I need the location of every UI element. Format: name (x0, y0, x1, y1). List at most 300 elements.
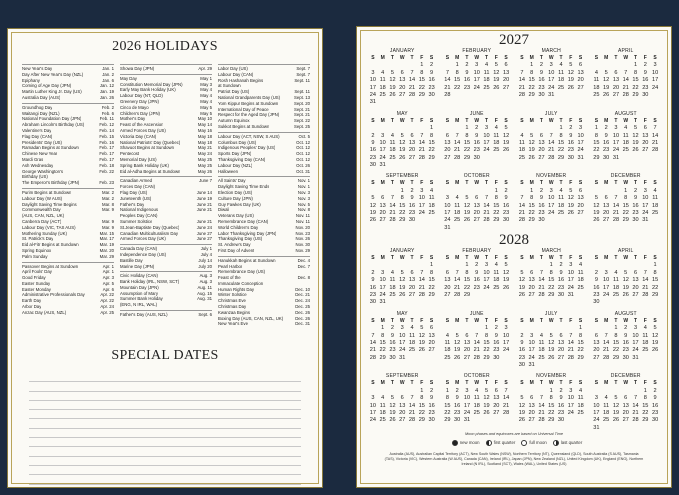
weekday-header: T (390, 255, 394, 261)
day-cell: 17 (567, 277, 574, 284)
day-cell: 18 (389, 147, 396, 154)
day-cell: 18 (389, 284, 396, 291)
holiday-date: May 4 (200, 87, 212, 93)
day-cell: 11 (493, 269, 500, 276)
holiday-date: Nov. 11 (295, 218, 310, 224)
day-cell: 30 (567, 154, 574, 161)
moon-phase-icon (553, 440, 559, 446)
day-cell: 28 (389, 217, 396, 224)
day-cell: 30 (632, 217, 639, 224)
weekday-header: W (474, 317, 480, 324)
day-cell: 10 (483, 132, 490, 139)
holiday-name: Rosh Hashanah Begins (218, 77, 264, 83)
day-cell: 11 (593, 77, 600, 84)
day-cell: 8 (430, 269, 434, 276)
holiday-row (218, 169, 310, 175)
holiday-name: Bastille Day (120, 257, 143, 263)
empty-cell (482, 417, 492, 424)
holiday-date: Dec. 10 (295, 286, 310, 292)
day-grid (517, 255, 586, 307)
day-cell: 16 (603, 139, 610, 146)
day-cell: 28 (567, 354, 574, 361)
day-cell: 19 (518, 410, 525, 417)
empty-cell (417, 299, 427, 306)
empty-cell (517, 162, 527, 169)
day-cell: 10 (502, 332, 510, 339)
special-date-line[interactable] (29, 457, 301, 466)
special-date-line[interactable] (29, 410, 301, 419)
day-grid (592, 380, 661, 432)
holiday-date: Nov. 29 (295, 247, 310, 253)
day-cell: 4 (381, 69, 385, 76)
day-cell: 22 (493, 210, 500, 217)
day-cell: 7 (504, 387, 508, 394)
month-name: FEBRUARY (462, 48, 492, 54)
empty-cell (621, 99, 631, 106)
special-date-line[interactable] (29, 429, 301, 438)
day-cell: 13 (577, 69, 584, 76)
empty-cell (621, 299, 631, 306)
holiday-date: Apr. 1 (102, 269, 114, 275)
day-cell: 27 (528, 291, 535, 298)
day-cell: 9 (475, 269, 479, 276)
moon-phase-note: Moon phases and equinoxes are based on Universal Time (464, 432, 564, 436)
holiday-date: Apr. 22 (100, 292, 114, 298)
day-grid (368, 118, 437, 170)
day-cell: 10 (593, 402, 600, 409)
empty-cell (388, 262, 398, 269)
holiday-row (120, 302, 212, 308)
holiday-date: Apr. 24 (100, 304, 114, 310)
empty-cell (491, 162, 501, 169)
day-cell: 7 (520, 69, 524, 76)
empty-cell (556, 325, 566, 332)
day-cell: 28 (518, 91, 525, 98)
weekday-header: S (520, 180, 524, 187)
holiday-name: George Washington's (22, 168, 64, 174)
holiday-group (218, 132, 310, 177)
holiday-date: Mar. 15 (99, 230, 114, 236)
holiday-name: Memorial Day (US) (120, 156, 157, 162)
day-cell: 24 (528, 354, 535, 361)
day-cell: 13 (428, 332, 435, 339)
weekday-header: T (634, 55, 638, 61)
day-cell: 3 (420, 187, 424, 194)
day-cell: 8 (594, 132, 598, 139)
day-grid (592, 180, 661, 232)
day-cell: 8 (445, 395, 449, 402)
day-cell: 3 (569, 262, 573, 269)
day-cell: 7 (569, 332, 573, 339)
day-cell: 30 (502, 217, 510, 224)
day-cell: 12 (493, 69, 500, 76)
empty-cell (407, 262, 417, 269)
day-cell: 5 (484, 387, 489, 394)
moon-phase-label: new moon (459, 440, 480, 446)
holiday-date: Apr. 3 (102, 275, 114, 281)
holiday-name: Sukkot Begins at Sundown (218, 123, 270, 129)
day-cell: 17 (483, 277, 490, 284)
day-cell: 12 (593, 202, 600, 209)
day-cell: 10 (528, 339, 535, 346)
day-cell: 27 (408, 154, 416, 161)
day-cell: 10 (642, 195, 649, 202)
day-cell: 7 (410, 69, 414, 76)
day-cell: 27 (538, 154, 545, 161)
empty-cell (427, 362, 437, 369)
day-cell: 11 (558, 195, 564, 202)
special-date-line[interactable] (29, 475, 301, 484)
weekday-header: F (420, 117, 424, 124)
day-cell: 15 (444, 402, 451, 409)
day-cell: 17 (502, 339, 510, 346)
empty-cell (417, 355, 427, 362)
day-cell: 21 (642, 284, 649, 291)
special-date-line[interactable] (29, 438, 301, 447)
day-cell: 29 (528, 91, 535, 98)
empty-cell (576, 417, 586, 424)
day-cell: 7 (633, 395, 638, 402)
day-cell: 8 (624, 195, 628, 202)
day-cell: 14 (369, 339, 376, 346)
day-cell: 12 (463, 202, 471, 209)
special-date-line[interactable] (29, 401, 301, 410)
empty-cell (397, 162, 407, 169)
day-cell: 29 (418, 417, 425, 424)
holiday-name: Canadian Multiculturalism Day (120, 230, 179, 236)
day-cell: 4 (390, 132, 395, 139)
day-cell: 25 (379, 417, 386, 424)
day-cell: 23 (538, 210, 545, 217)
holiday-date: June 24 (196, 224, 212, 230)
holiday-date: July 4 (200, 251, 212, 257)
empty-cell (631, 388, 641, 395)
weekday-header: F (569, 180, 573, 187)
empty-cell (566, 325, 576, 332)
day-cell: 19 (528, 147, 535, 154)
month-name: SEPTEMBER (385, 173, 419, 180)
day-cell: 26 (463, 217, 471, 224)
holiday-name: Australia Day (AUS) (22, 94, 61, 100)
holiday-date: July 1 (200, 246, 212, 252)
holiday-group (22, 103, 114, 188)
weekday-header: S (504, 380, 508, 387)
empty-cell (407, 299, 417, 306)
day-cell: 2 (494, 325, 498, 332)
holiday-name: Showa Day (JPN) (120, 66, 155, 71)
empty-cell (482, 299, 492, 306)
weekday-header: S (520, 317, 524, 324)
day-cell: 13 (408, 277, 416, 284)
holiday-group (120, 310, 212, 320)
day-grid (443, 380, 512, 432)
month-name: JANUARY (389, 248, 415, 254)
day-cell: 30 (408, 217, 416, 224)
empty-cell (601, 162, 611, 169)
weekday-header: W (548, 255, 554, 261)
day-cell: 9 (494, 332, 498, 339)
empty-cell (482, 188, 492, 195)
day-cell: 25 (483, 84, 490, 91)
day-cell: 24 (651, 84, 659, 91)
day-cell: 3 (445, 195, 449, 202)
holiday-name: Earth Day (22, 298, 42, 304)
day-cell: 15 (622, 202, 629, 209)
day-cell: 21 (408, 84, 416, 91)
weekday-header: M (604, 117, 609, 124)
empty-cell (443, 362, 453, 369)
day-cell: 5 (569, 62, 573, 69)
weekday-header: T (410, 117, 414, 124)
special-date-line[interactable] (29, 447, 301, 456)
holiday-date: Nov. 5 (297, 201, 310, 207)
day-cell: 10 (379, 139, 386, 146)
day-cell: 18 (557, 77, 565, 84)
weekday-header: F (643, 180, 647, 187)
day-cell: 1 (484, 325, 489, 332)
special-dates-title: SPECIAL DATES (111, 348, 219, 363)
day-cell: 2 (539, 187, 544, 194)
empty-cell (566, 99, 576, 106)
weekday-header: M (380, 117, 385, 124)
day-cell: 2 (539, 62, 544, 69)
moon-phase-label: full moon (529, 440, 547, 446)
day-grid (517, 318, 586, 370)
empty-cell (443, 262, 453, 269)
special-date-line[interactable] (29, 466, 301, 475)
empty-cell (427, 355, 437, 362)
day-cell: 25 (577, 284, 584, 291)
empty-cell (427, 217, 437, 224)
day-cell: 2 (475, 125, 479, 132)
holiday-name: Spring Bank Holiday (UK) (120, 162, 169, 168)
holiday-name: Mardi Gras (22, 156, 44, 162)
special-date-line[interactable] (29, 382, 301, 391)
holiday-name: Daylight Saving Time Ends (218, 184, 270, 190)
day-cell: 12 (389, 402, 396, 409)
holiday-date: Feb. 18 (99, 162, 114, 168)
holiday-name: Summer Solstice (120, 218, 153, 224)
day-cell: 24 (379, 154, 386, 161)
day-cell: 25 (408, 347, 416, 354)
day-cell: 3 (579, 125, 583, 132)
weekday-header: T (634, 380, 638, 387)
holiday-date: May 5 (200, 104, 212, 110)
day-cell: 3 (371, 69, 375, 76)
day-cell: 10 (548, 195, 555, 202)
day-cell: 1 (445, 387, 449, 394)
weekday-header: T (634, 255, 638, 261)
empty-cell (491, 92, 501, 99)
empty-cell (472, 162, 482, 169)
holiday-name: Peoples Day (CAN) (120, 213, 158, 219)
day-cell: 4 (381, 395, 385, 402)
day-grid (517, 380, 586, 432)
day-cell: 2 (653, 387, 657, 394)
day-cell: 26 (651, 347, 659, 354)
day-cell: 17 (369, 410, 376, 417)
day-cell: 18 (493, 139, 500, 146)
empty-cell (397, 99, 407, 106)
holiday-name: Marine Day (JPN) (120, 263, 155, 269)
day-cell: 8 (653, 269, 657, 276)
day-cell: 25 (493, 147, 500, 154)
day-cell: 7 (643, 269, 647, 276)
day-cell: 16 (428, 402, 435, 409)
day-cell: 11 (473, 395, 480, 402)
month-name: DECEMBER (610, 373, 641, 380)
day-cell: 30 (493, 354, 500, 361)
day-cell: 2 (633, 187, 638, 194)
empty-cell (482, 155, 492, 162)
empty-cell (621, 388, 631, 395)
day-cell: 20 (593, 347, 600, 354)
day-cell: 17 (593, 410, 600, 417)
weekday-header: S (520, 255, 524, 261)
empty-cell (491, 299, 501, 306)
month-november (517, 173, 586, 232)
holiday-name: National Patriots' Day (Quebec) (120, 139, 181, 145)
day-cell: 19 (493, 77, 500, 84)
day-cell: 11 (622, 132, 629, 139)
day-cell: 20 (444, 147, 451, 154)
weekday-header: T (485, 117, 489, 124)
holiday-name: Assumption of Mary (120, 290, 158, 296)
day-cell: 29 (548, 417, 555, 424)
empty-cell (407, 162, 417, 169)
day-cell: 29 (463, 154, 471, 161)
day-cell: 24 (444, 217, 451, 224)
weekday-header: T (410, 255, 414, 261)
day-cell: 24 (473, 84, 480, 91)
day-cell: 19 (518, 284, 525, 291)
day-cell: 10 (651, 69, 659, 76)
weekday-header: F (494, 117, 498, 124)
day-cell: 18 (642, 339, 649, 346)
weekday-header: W (399, 255, 405, 261)
day-cell: 24 (548, 84, 555, 91)
day-cell: 9 (430, 69, 434, 76)
empty-cell (537, 125, 547, 132)
weekday-header: W (399, 180, 405, 187)
day-cell: 30 (622, 354, 629, 361)
day-cell: 23 (557, 284, 565, 291)
day-cell: 11 (642, 332, 649, 339)
weekday-header: W (474, 380, 480, 387)
day-cell: 8 (420, 395, 424, 402)
empty-cell (527, 299, 537, 306)
holiday-name: Flag Day (US) (120, 189, 148, 195)
day-cell: 23 (493, 347, 500, 354)
empty-cell (517, 388, 527, 395)
day-cell: 31 (548, 91, 555, 98)
weekday-header: F (569, 117, 573, 124)
weekday-header: S (429, 117, 434, 124)
day-cell: 23 (557, 410, 565, 417)
day-cell: 16 (557, 277, 565, 284)
month-december (592, 373, 661, 432)
holiday-date: Jan. 26 (99, 94, 114, 100)
day-cell: 3 (604, 269, 608, 276)
day-cell: 31 (577, 154, 584, 161)
day-cell: 8 (494, 195, 498, 202)
weekday-header: T (559, 117, 563, 124)
holiday-name: Armed Forces Day (US) (120, 127, 166, 133)
holiday-name: National Grandparents Day (US) (218, 94, 281, 100)
day-cell: 21 (622, 84, 629, 91)
empty-cell (417, 99, 427, 106)
special-date-line[interactable] (29, 392, 301, 401)
holiday-name: Labor Thanksgiving Day (JPN) (218, 230, 277, 236)
day-cell: 21 (518, 210, 525, 217)
day-cell: 27 (577, 210, 584, 217)
day-cell: 12 (454, 339, 461, 346)
day-cell: 26 (418, 347, 425, 354)
holiday-name: St.Jean-Baptiste Day (Quebec) (120, 224, 180, 230)
holiday-name: Shavuot Begins at Sundown (120, 145, 174, 151)
day-cell: 2 (569, 125, 573, 132)
special-date-line[interactable] (29, 419, 301, 428)
day-cell: 23 (642, 84, 649, 91)
day-cell: 13 (622, 402, 629, 409)
empty-cell (611, 188, 621, 195)
day-cell: 23 (538, 84, 545, 91)
holiday-name: Election Day (US) (218, 189, 253, 195)
empty-cell (611, 262, 621, 269)
weekday-header: M (380, 255, 385, 261)
day-cell: 21 (444, 84, 451, 91)
day-cell: 9 (653, 395, 657, 402)
day-cell: 6 (579, 187, 583, 194)
day-cell: 4 (559, 62, 563, 69)
day-cell: 6 (643, 125, 647, 132)
day-cell: 29 (418, 91, 425, 98)
weekday-header: F (420, 380, 424, 387)
holiday-name: Early May Bank Holiday (UK) (120, 87, 176, 93)
day-cell: 20 (428, 339, 435, 346)
empty-cell (378, 125, 388, 132)
empty-cell (482, 362, 492, 369)
day-cell: 10 (567, 395, 574, 402)
empty-cell (462, 162, 472, 169)
month-name: NOVEMBER (536, 173, 567, 180)
weekday-header: W (623, 380, 629, 387)
holiday-date: Jan. 6 (102, 77, 114, 83)
day-cell: 15 (428, 277, 435, 284)
moon-phase-label: first quarter (493, 440, 516, 446)
special-dates-lines[interactable] (29, 373, 301, 485)
day-cell: 18 (379, 410, 386, 417)
special-date-line[interactable] (29, 373, 301, 382)
holiday-name: Guy Fawkes Day (UK) (218, 201, 261, 207)
day-cell: 18 (577, 277, 584, 284)
weekday-header: T (614, 380, 618, 387)
holiday-date: Dec. 4 (297, 257, 310, 263)
day-cell: 29 (612, 354, 620, 361)
day-cell: 25 (593, 91, 600, 98)
weekday-header: T (465, 180, 469, 187)
holiday-date: Feb. 16 (99, 139, 114, 145)
weekday-header: S (445, 317, 450, 324)
day-cell: 23 (473, 284, 480, 291)
weekday-header: F (420, 55, 424, 61)
day-cell: 21 (369, 347, 376, 354)
holiday-name: First Day of Advent (218, 247, 255, 253)
holiday-date: May 3 (200, 81, 212, 87)
day-cell: 28 (538, 417, 545, 424)
day-cell: 26 (454, 354, 461, 361)
day-cell: 18 (612, 284, 620, 291)
